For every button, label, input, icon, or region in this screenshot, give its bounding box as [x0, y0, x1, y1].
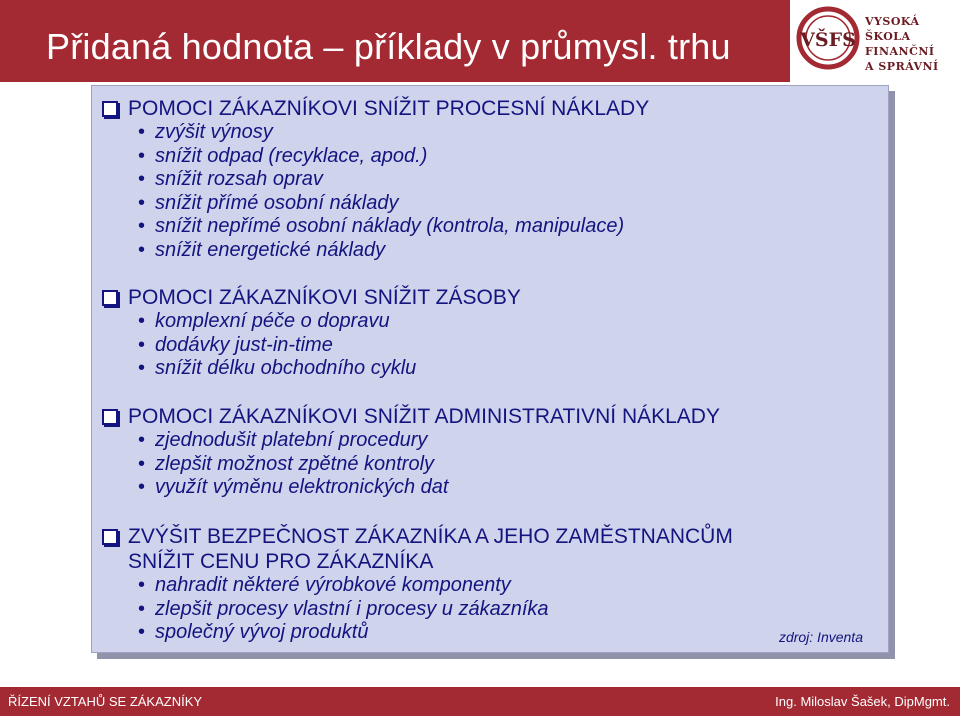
list-item: • zjednodušit platební procedury: [138, 429, 720, 453]
checkbox-bullet-icon: [102, 409, 118, 425]
list-item: • dodávky just-in-time: [138, 334, 521, 358]
title-bar: [0, 0, 790, 82]
list-item: • snížit rozsah oprav: [138, 168, 649, 192]
checkbox-bullet-icon: [102, 529, 118, 545]
source-note: zdroj: Inventa: [778, 629, 863, 645]
section-heading: POMOCI ZÁKAZNÍKOVI SNÍŽIT ZÁSOBY: [102, 285, 521, 310]
list-item: • zvýšit výnosy: [138, 121, 649, 145]
footer-bar: [0, 687, 960, 716]
bullet-list: [102, 574, 733, 645]
school-logo: [795, 4, 955, 74]
vsfs-emblem-icon: [795, 4, 861, 70]
section-heading: POMOCI ZÁKAZNÍKOVI SNÍŽIT PROCESNÍ NÁKLADY: [102, 96, 649, 121]
list-item: • využít výměnu elektronických dat: [138, 476, 720, 500]
section-heading: POMOCI ZÁKAZNÍKOVI SNÍŽIT ADMINISTRATIVNÍ NÁKLADY: [102, 404, 720, 429]
list-item: • snížit odpad (recyklace, apod.): [138, 145, 649, 169]
logo-line: VYSOKÁ ŠKOLA: [865, 15, 920, 43]
bullet-list: [102, 429, 720, 500]
section-heading-second-line: SNÍŽIT CENU PRO ZÁKAZNÍKA: [128, 550, 434, 573]
footer-course-title: ŘÍZENÍ VZTAHŮ SE ZÁKAZNÍKY: [8, 694, 203, 709]
list-item: • nahradit některé výrobkové komponenty: [138, 574, 733, 598]
list-item: • snížit energetické náklady: [138, 239, 649, 263]
section-process-costs: [102, 96, 649, 262]
list-item: • zlepšit možnost zpětné kontroly: [138, 453, 720, 477]
logo-mark: VŠFS: [800, 29, 856, 51]
section-safety-price: [102, 524, 733, 645]
list-item: • snížit nepřímé osobní náklady (kontrola, manipulace): [138, 215, 649, 239]
section-heading: ZVÝŠIT BEZPEČNOST ZÁKAZNÍKA A JEHO ZAMĚSTNANCŮM: [102, 524, 733, 549]
list-item: • komplexní péče o dopravu: [138, 310, 521, 334]
content-box: [91, 85, 889, 653]
bullet-list: [102, 310, 521, 381]
list-item: • zlepšit procesy vlastní i procesy u zákazníka: [138, 598, 733, 622]
bullet-list: [102, 121, 649, 262]
list-item: • společný vývoj produktů: [138, 621, 733, 645]
section-admin-costs: [102, 404, 720, 500]
logo-line: A SPRÁVNÍ: [865, 60, 939, 73]
section-inventory: [102, 285, 521, 381]
list-item: • snížit délku obchodního cyklu: [138, 357, 521, 381]
slide-title: Přidaná hodnota – příklady v průmysl. trhu: [46, 26, 731, 67]
logo-text: [865, 14, 955, 74]
logo-line: FINANČNÍ: [865, 45, 935, 58]
checkbox-bullet-icon: [102, 101, 118, 117]
list-item: • snížit přímé osobní náklady: [138, 192, 649, 216]
checkbox-bullet-icon: [102, 290, 118, 306]
footer-author: Ing. Miloslav Šašek, DipMgmt.: [775, 694, 950, 709]
